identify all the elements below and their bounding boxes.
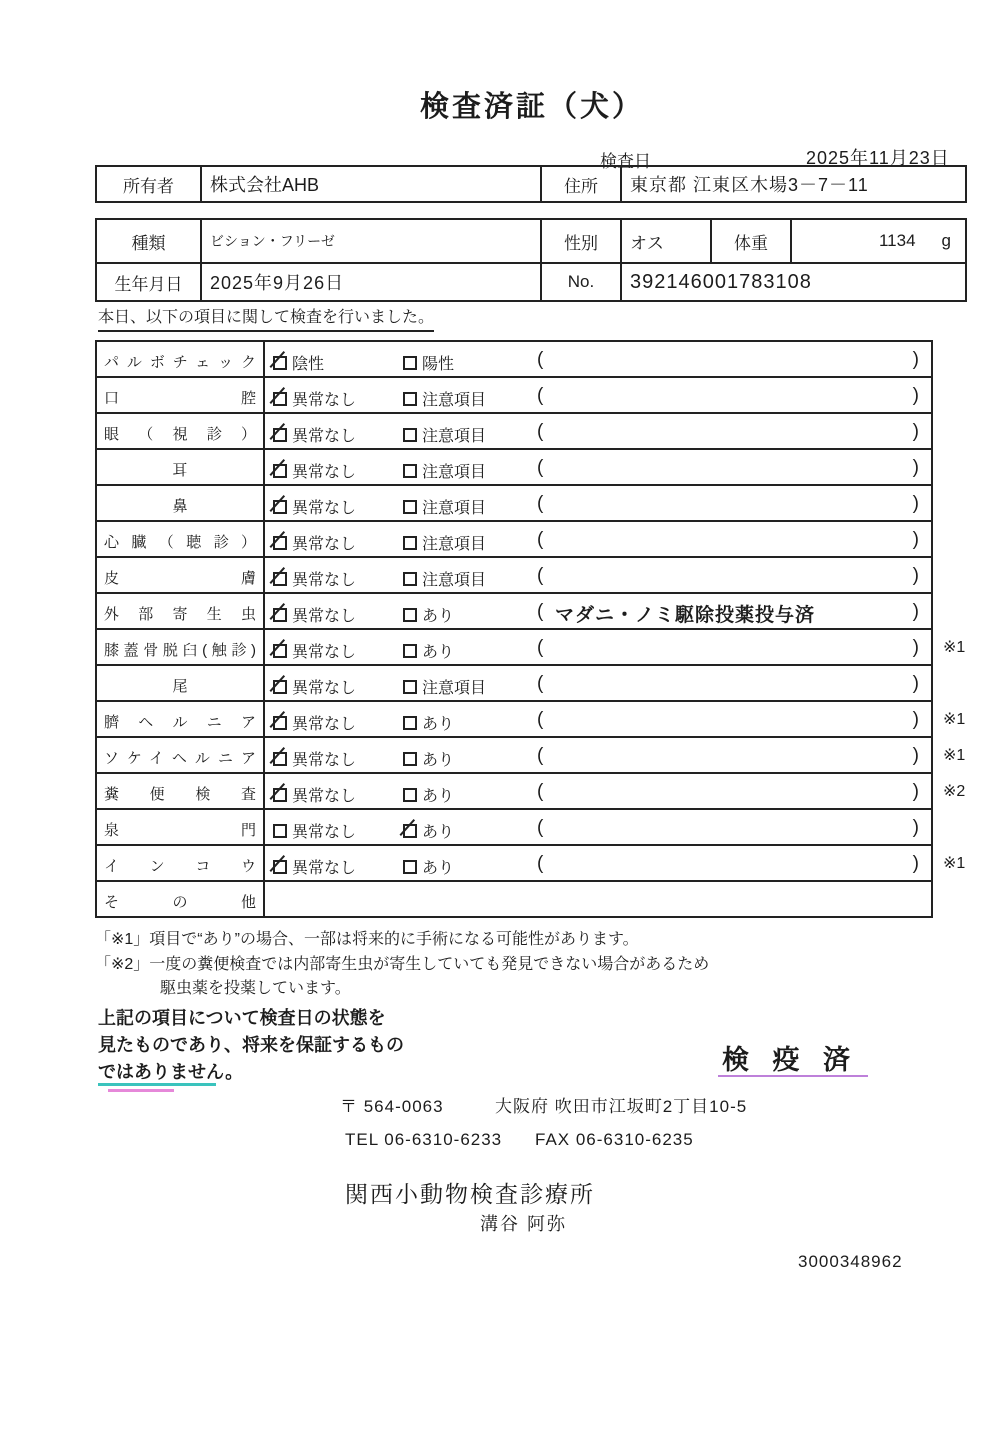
row-mark [933,412,981,450]
disclaimer-line-2: 見たものであり、将来を保証するもの [98,1035,404,1055]
clinic-postal-code: 〒 564-0063 [340,1097,444,1116]
paren-open-icon: ( [537,709,544,730]
birthdate-value: 2025年9月26日 [201,263,541,301]
row-mark: ※1 [943,855,966,872]
option1-label: 異常なし [292,464,357,481]
quarantine-stamp: 検 疫 済 [722,1045,859,1075]
document-serial-number: 3000348962 [798,1252,903,1271]
row-option1 [273,423,356,446]
scan-artifact-cyan [98,1083,216,1086]
checkbox-option1 [273,500,287,514]
checklist-row [95,844,981,882]
row-label: 尾 [95,664,265,702]
row-label: 泉門 [95,808,265,846]
option2-label: あり [422,824,455,841]
row-label: 皮膚 [95,556,265,594]
checklist-row [95,484,981,522]
row-option2 [403,459,486,482]
footnote-3: 駆虫薬を投薬しています。 [160,980,351,997]
clinic-fax: FAX 06-6310-6235 [535,1130,694,1149]
row-option2 [403,351,454,374]
row-label: パルボチェック [95,340,265,378]
checkbox-option2 [403,536,417,550]
checklist-row [95,556,981,594]
row-option2 [403,855,454,878]
row-content [263,412,933,450]
checklist-row [95,592,981,630]
checklist-row [95,880,981,918]
checkbox-option1 [273,752,287,766]
option1-label: 異常なし [292,536,357,553]
row-option2 [403,675,486,698]
row-option1 [273,495,356,518]
paren-close-icon: ) [912,817,919,838]
paren-close-icon: ) [912,637,919,658]
checkbox-option1 [273,824,287,838]
weight-value: 1134 [878,231,916,250]
checkbox-option1 [273,392,287,406]
row-mark [933,448,981,486]
row-label: 眼（視診） [95,412,265,450]
option2-label: 注意項目 [422,464,487,481]
row-option1 [273,531,356,554]
checklist-row [95,376,981,414]
option2-label: 注意項目 [422,572,487,589]
paren-close-icon: ) [912,385,919,406]
checkbox-option2 [403,644,417,658]
row-label: 心臓（聴診） [95,520,265,558]
option2-label: 注意項目 [422,428,487,445]
no-value: 392146001783108 [621,263,966,301]
row-option1 [273,639,356,662]
stamp-underline-artifact [718,1075,868,1077]
row-option2 [403,531,486,554]
intro-text: 本日、以下の項目に関して検査を行いました。 [98,304,434,332]
birthdate-label: 生年月日 [96,263,201,301]
row-content [263,592,933,630]
row-label: 臍ヘルニア [95,700,265,738]
row-content [263,664,933,702]
note-value: マダニ・ノミ駆除投薬投与済 [555,605,816,626]
checkbox-option1 [273,644,287,658]
paren-open-icon: ( [537,637,544,658]
option1-label: 異常なし [292,860,357,877]
checkbox-option2 [403,428,417,442]
option2-label: 注意項目 [422,536,487,553]
row-option1 [273,747,356,770]
row-label: 外部寄生虫 [95,592,265,630]
paren-close-icon: ) [912,601,919,622]
footnote-2: 「※2」一度の糞便検査では内部寄生虫が寄生していても発見できない場合があるため [95,956,710,973]
option1-label: 異常なし [292,608,357,625]
row-option2 [403,783,454,806]
row-mark [933,340,981,378]
footnote-1: 「※1」項目で“あり”の場合、一部は将来的に手術になる可能性があります。 [95,931,639,948]
row-mark: ※2 [943,783,966,800]
clinic-address: 大阪府 吹田市江坂町2丁目10-5 [495,1097,748,1116]
row-option1 [273,819,356,842]
row-content [263,736,933,774]
disclaimer-text [98,1005,404,1086]
row-mark: ※1 [943,711,966,728]
row-option1 [273,459,356,482]
option2-label: 注意項目 [422,500,487,517]
option2-label: 注意項目 [422,680,487,697]
paren-close-icon: ) [912,853,919,874]
row-mark [933,376,981,414]
address-value: 東京都 江東区木場3－7－11 [621,166,966,202]
checkbox-option2 [403,356,417,370]
checklist-row [95,808,981,846]
disclaimer-line-3: ではありません。 [98,1062,244,1082]
option1-label: 異常なし [292,752,357,769]
checklist-row [95,664,981,702]
checkbox-option2 [403,500,417,514]
paren-close-icon: ) [912,493,919,514]
paren-close-icon: ) [912,673,919,694]
owner-value: 株式会社AHB [201,166,541,202]
row-mark: ※1 [943,639,966,656]
row-content [263,340,933,378]
paren-close-icon: ) [912,745,919,766]
checkbox-option1 [273,860,287,874]
option2-label: あり [422,608,455,625]
row-option2 [403,567,486,590]
row-option2 [403,639,454,662]
row-label: 耳 [95,448,265,486]
row-label: その他 [95,880,265,918]
clinic-tel: TEL 06-6310-6233 [345,1130,503,1149]
row-content [263,772,933,810]
address-label: 住所 [541,166,621,202]
checklist-row [95,448,981,486]
checkbox-option1 [273,788,287,802]
paren-open-icon: ( [537,781,544,802]
row-content [263,484,933,522]
sex-value: オス [621,219,711,263]
checklist-row [95,772,981,810]
breed-label: 種類 [96,219,201,263]
checkbox-option1 [273,716,287,730]
breed-value: ビション・フリーゼ [201,219,541,263]
option1-label: 陰性 [292,356,325,373]
option1-label: 異常なし [292,428,357,445]
checklist-body [95,340,981,918]
option1-label: 異常なし [292,572,357,589]
checkbox-option2 [403,392,417,406]
checkbox-option2 [403,464,417,478]
checkbox-option1 [273,428,287,442]
row-label: インコウ [95,844,265,882]
checkbox-option1 [273,464,287,478]
checkbox-option1 [273,680,287,694]
checkbox-option2 [403,716,417,730]
option2-label: あり [422,860,455,877]
row-content [263,376,933,414]
paren-close-icon: ) [912,349,919,370]
option1-label: 異常なし [292,644,357,661]
page-title: 検査済証（犬） [419,91,644,123]
checkbox-option2 [403,572,417,586]
row-mark [933,664,981,702]
row-option1 [273,675,356,698]
row-option2 [403,603,454,626]
veterinarian-name: 溝谷 阿弥 [480,1214,568,1234]
clinic-name: 関西小動物検査診療所 [345,1181,595,1207]
paren-open-icon: ( [537,601,544,622]
row-option1 [273,855,356,878]
row-mark [933,592,981,630]
row-option2 [403,495,486,518]
option2-label: あり [422,788,455,805]
no-label: No. [541,263,621,301]
row-content [263,844,933,882]
option1-label: 異常なし [292,680,357,697]
sex-label: 性別 [541,219,621,263]
inspection-date-label: 検査日 [600,152,651,171]
paren-close-icon: ) [912,781,919,802]
weight-label: 体重 [711,219,791,263]
option1-label: 異常なし [292,788,357,805]
paren-open-icon: ( [537,349,544,370]
checkbox-option1 [273,356,287,370]
paren-open-icon: ( [537,421,544,442]
checklist-row [95,520,981,558]
checkbox-option1 [273,608,287,622]
row-content [263,808,933,846]
row-label: ソケイヘルニア [95,736,265,774]
row-mark [933,556,981,594]
checklist-row [95,700,981,738]
checkbox-option2 [403,680,417,694]
row-option2 [403,423,486,446]
checklist-row [95,412,981,450]
scan-artifact-magenta [108,1089,174,1092]
paren-close-icon: ) [912,709,919,730]
checkbox-option2 [403,824,417,838]
option2-label: 陽性 [422,356,455,373]
option2-label: あり [422,644,455,661]
paren-open-icon: ( [537,673,544,694]
checkbox-option1 [273,572,287,586]
paren-open-icon: ( [537,457,544,478]
row-option1 [273,603,356,626]
paren-close-icon: ) [912,421,919,442]
row-content [263,880,933,918]
checklist-row [95,340,981,378]
row-option2 [403,387,486,410]
option2-label: あり [422,716,455,733]
paren-open-icon: ( [537,529,544,550]
row-content [263,628,933,666]
paren-open-icon: ( [537,493,544,514]
row-option1 [273,783,356,806]
weight-cell [792,220,965,262]
paren-open-icon: ( [537,853,544,874]
row-mark: ※1 [943,747,966,764]
checkbox-option2 [403,608,417,622]
row-label: 糞便検査 [95,772,265,810]
row-option1 [273,351,324,374]
option2-label: あり [422,752,455,769]
checklist-row [95,628,981,666]
row-label: 鼻 [95,484,265,522]
owner-label: 所有者 [96,166,201,202]
option1-label: 異常なし [292,500,357,517]
row-label: 口腔 [95,376,265,414]
row-option1 [273,567,356,590]
option1-label: 異常なし [292,392,357,409]
row-label: 膝蓋骨脱臼(触診) [95,628,265,666]
paren-close-icon: ) [912,529,919,550]
checkbox-option1 [273,536,287,550]
checkbox-option2 [403,752,417,766]
inspection-date-value: 2025年11月23日 [806,148,950,168]
paren-open-icon: ( [537,745,544,766]
row-content [263,556,933,594]
row-mark [933,880,981,918]
checklist-row [95,736,981,774]
row-content [263,520,933,558]
checkbox-option2 [403,860,417,874]
animal-info-table [95,218,967,302]
paren-open-icon: ( [537,565,544,586]
row-option2 [403,711,454,734]
row-content [263,448,933,486]
owner-info-table [95,165,967,203]
disclaimer-line-1: 上記の項目について検査日の状態を [98,1008,386,1028]
checkbox-option2 [403,788,417,802]
paren-open-icon: ( [537,817,544,838]
paren-close-icon: ) [912,457,919,478]
row-option1 [273,711,356,734]
paren-open-icon: ( [537,385,544,406]
row-option2 [403,819,454,842]
option2-label: 注意項目 [422,392,487,409]
row-content [263,700,933,738]
row-option1 [273,387,356,410]
paren-close-icon: ) [912,565,919,586]
row-option2 [403,747,454,770]
row-mark [933,808,981,846]
row-mark [933,520,981,558]
option1-label: 異常なし [292,824,357,841]
row-mark [933,484,981,522]
option1-label: 異常なし [292,716,357,733]
weight-unit: g [941,231,951,250]
